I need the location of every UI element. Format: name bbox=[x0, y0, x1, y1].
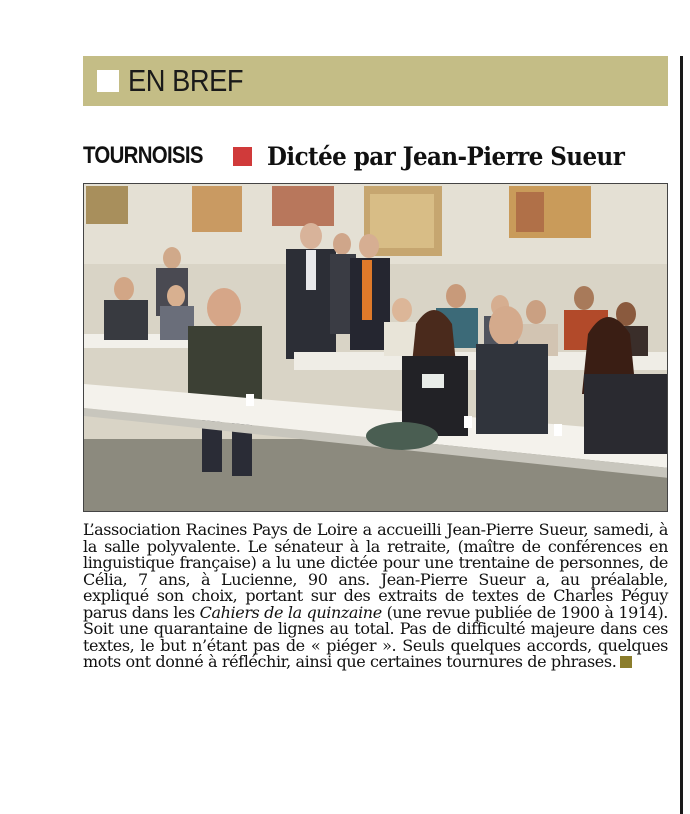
article-title: Dictée par Jean-Pierre Sueur bbox=[267, 141, 625, 171]
article-headline bbox=[83, 138, 673, 174]
publication-title: Cahiers de la quinzaine bbox=[199, 602, 382, 622]
section-header bbox=[83, 56, 668, 106]
article-body-part2: (une revue publiée de 1900 à 1914). Soit une quarantaine de lignes au total. Pas de difficulté majeure dans ces textes, le but n’étant pas de « piéger ». Seuls quelques accords, quelques mots ont donné à réfléchir, ainsi que certaines tournures de phrases. bbox=[83, 602, 668, 671]
photo-illustration bbox=[84, 184, 668, 512]
kicker-square-icon bbox=[233, 147, 252, 166]
column-rule bbox=[680, 56, 683, 814]
end-square-icon bbox=[620, 656, 632, 668]
section-label: EN BREF bbox=[128, 63, 244, 98]
article-body-part1: L’association Racines Pays de Loire a accueilli Jean-Pierre Sueur, samedi, à la salle polyvalente. Le sénateur à la retraite, (maître de conférences en linguistique française) a lu une dictée pour une trentaine de personnes, de Célia, 7 ans, à Lucienne, 90 ans. Jean-Pierre Sueur a, au préalable, expliqué son choix, portant sur des extraits de textes de Charles Péguy parus dans les bbox=[83, 520, 668, 622]
article-photo bbox=[83, 183, 668, 512]
article-body bbox=[83, 522, 668, 671]
location-kicker: TOURNOISIS bbox=[83, 142, 203, 169]
section-square-icon bbox=[97, 70, 119, 92]
